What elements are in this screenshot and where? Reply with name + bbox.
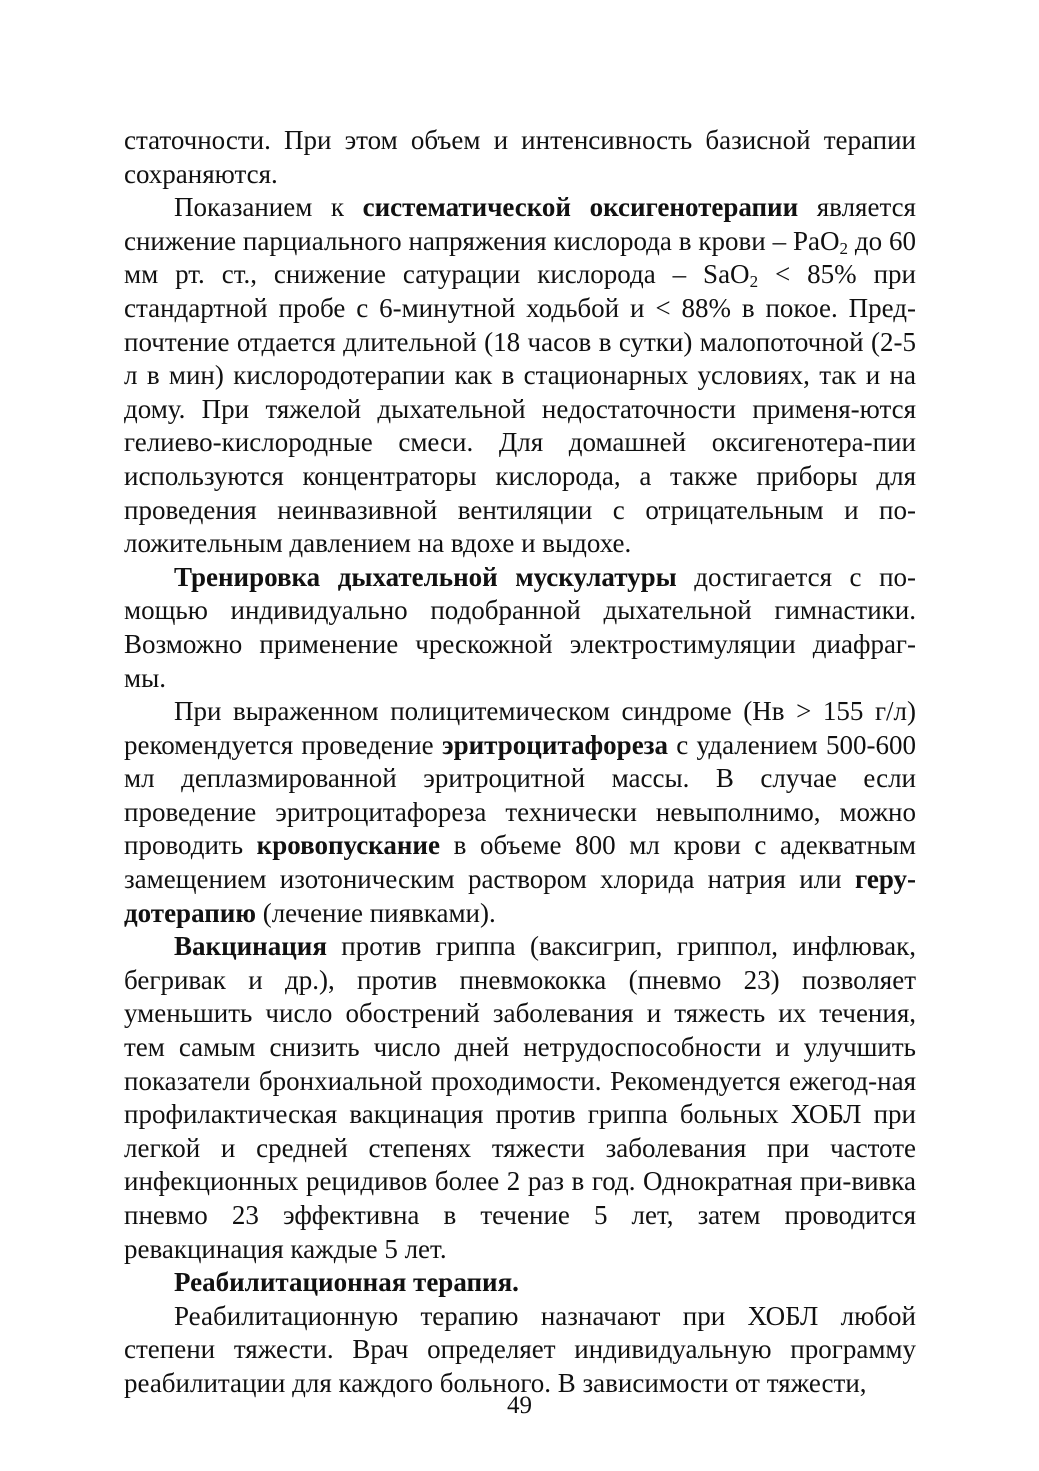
text-run: до 60 мм рт. ст., снижение сатурации кислорода – SaO	[124, 225, 916, 290]
paragraph-text: Реабилитационную терапию назначают при ХОБЛ любой степени тяжести. Врач определяет индивидуальную программу реабилитации для каждого больного. В зависимости от тяжести,	[124, 1300, 916, 1398]
subscript: 2	[839, 238, 848, 258]
text-run: в объеме 800 мл крови с адекватным замещением изотоническим раствором хлорида натрия или	[124, 830, 916, 895]
bold-term: эритроцитафореза	[441, 729, 669, 760]
text-run: При выраженном полицитемическом синдроме (Нв > 155 г/л) рекомендуется проведение	[124, 696, 916, 760]
text-run: против гриппа (ваксигрип, гриппол, инфлювак, бегривак и др.), против пневмококка (пневмо 23) позволяет уменьшить число обострений заболевания и тяжесть их течения, тем самым снизить число дней нетрудоспособности и улучшить показатели бронхиальной проходимости. Рекомендуется ежегод-ная профилактическая вакцинация против гриппа больных ХОБЛ при легкой и средней степенях тяжести заболевания при частоте инфекционных рецидивов более 2 раз в год. Однократная при-вивка пневмо 23 эффективна в течение 5 лет, затем проводится ревакцинация каждые 5 лет.	[124, 931, 916, 1264]
bold-term: кровопускание	[256, 830, 440, 861]
bold-term: геру-дотерапию	[124, 864, 916, 928]
paragraph-oxygen-therapy	[124, 191, 916, 561]
text-run: (лечение пиявками).	[255, 897, 496, 928]
text-run: является снижение парциального напряжения кислорода в крови – PaO	[124, 192, 916, 256]
page-body	[124, 124, 916, 1401]
paragraph-continuation	[124, 124, 916, 191]
text-run: достигается с по-мощью индивидуально подобранной дыхательной гимнастики. Возможно применение чрескожной электростимуляции диафраг-мы.	[124, 561, 917, 693]
text-run: Показанием к	[174, 192, 363, 223]
text-run: с удалением 500-600 мл деплазмированной эритроцитной массы. В случае если проведение эритроцитафореза технически невыполнимо, можно проводить	[124, 729, 916, 861]
section-heading: Реабилитационная терапия.	[174, 1267, 519, 1298]
bold-term: систематической оксигенотерапии	[362, 192, 799, 223]
subscript: 2	[749, 272, 759, 292]
text-run: < 85% при стандартной пробе с 6-минутной ходьбой и < 88% в покое. Пред-почтение отдается длительной (18 часов в сутки) малопоточной (2-5 л в мин) кислородотерапии как в стационарных условиях, так и на дому. При тяжелой дыхательной недостаточности применя-ются гелиево-кислородные смеси. Для домашней оксигенотера-пии используются концентраторы кислорода, а также приборы для проведения неинвазивной вентиляции с отрицательным и по-ложительным давлением на вдохе и выдохе.	[124, 259, 916, 559]
paragraph-vaccination	[124, 930, 916, 1266]
paragraph-rehabilitation	[124, 1300, 916, 1401]
bold-term: Тренировка дыхательной мускулатуры	[174, 561, 677, 592]
paragraph-muscle-training	[124, 561, 916, 695]
paragraph-text: статочности. При этом объем и интенсивность базисной терапии сохраняются.	[124, 125, 916, 189]
page-number: 49	[507, 1392, 532, 1419]
paragraph-polycythemia	[124, 695, 916, 930]
bold-term: Вакцинация	[174, 931, 327, 962]
